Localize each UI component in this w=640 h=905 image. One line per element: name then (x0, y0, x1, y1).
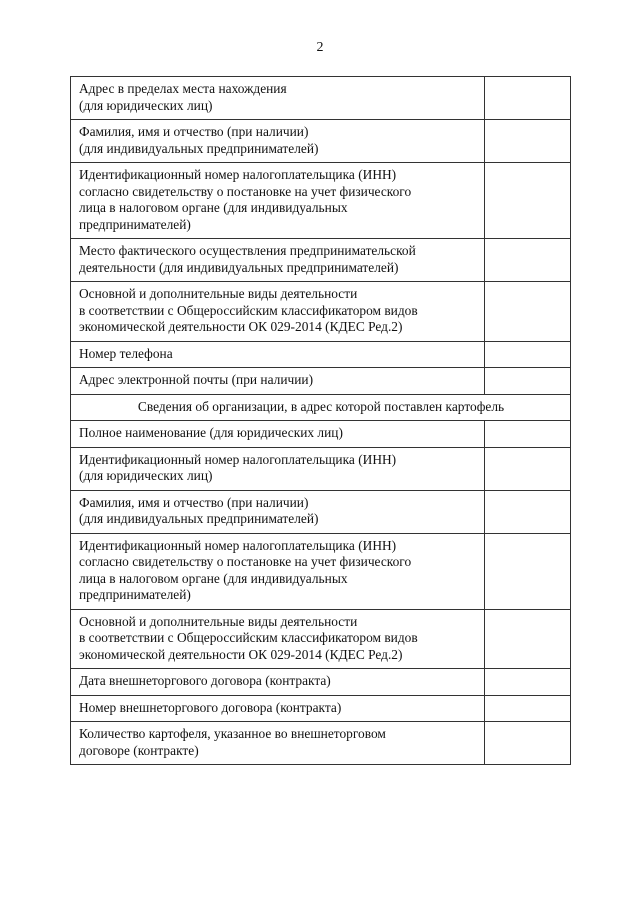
field-value-cell[interactable] (485, 120, 571, 163)
field-label (71, 163, 485, 239)
field-label (71, 77, 485, 120)
field-label (71, 669, 485, 696)
form-row (71, 341, 571, 368)
field-value-cell[interactable] (485, 722, 571, 765)
label-line: экономической деятельности ОК 029-2014 (КДЕС Ред.2) (79, 319, 403, 334)
label-line: экономической деятельности ОК 029-2014 (КДЕС Ред.2) (79, 646, 403, 662)
label-line: (для индивидуальных предпринимателей) (79, 140, 319, 156)
label-line: согласно свидетельству о постановке на учет физического (79, 554, 412, 569)
label-line: (для юридических лиц) (79, 468, 213, 483)
form-row (71, 163, 571, 239)
label-line: деятельности (для индивидуальных предпринимателей) (79, 259, 399, 275)
field-value-cell[interactable] (485, 368, 571, 395)
label-line: (для индивидуальных предпринимателей) (79, 511, 319, 526)
label-line: Номер телефона (79, 345, 173, 361)
form-row (71, 421, 571, 448)
label-line: Фамилия, имя и отчество (при наличии) (79, 124, 309, 139)
label-line: лица в налоговом органе (для индивидуальных (79, 570, 348, 586)
field-label (71, 609, 485, 669)
label-line: Идентификационный номер налогоплательщика (ИНН) (79, 537, 397, 553)
form-row (71, 695, 571, 722)
field-value-cell[interactable] (485, 163, 571, 239)
form-row (71, 490, 571, 533)
field-value-cell[interactable] (485, 282, 571, 342)
label-line: Идентификационный номер налогоплательщика (ИНН) (79, 451, 397, 467)
field-value-cell[interactable] (485, 533, 571, 609)
form-row (71, 447, 571, 490)
field-value-cell[interactable] (485, 421, 571, 448)
label-line: Сведения об организации, в адрес которой поставлен картофель (137, 398, 505, 414)
field-label (71, 447, 485, 490)
field-value-cell[interactable] (485, 669, 571, 696)
form-row (71, 77, 571, 120)
label-line: предпринимателей) (79, 587, 191, 602)
form-table-body (71, 77, 571, 765)
section-header (71, 394, 571, 421)
page-number: 2 (316, 40, 324, 55)
form-row (71, 120, 571, 163)
label-line: в соответствии с Общероссийским классификатором видов (79, 630, 418, 645)
label-line: (для юридических лиц) (79, 97, 213, 113)
label-line: Адрес в пределах места нахождения (79, 81, 287, 96)
field-value-cell[interactable] (485, 609, 571, 669)
form-row (71, 282, 571, 342)
field-label (71, 490, 485, 533)
field-label (71, 421, 485, 448)
label-line: Номер внешнеторгового договора (контракта) (79, 699, 342, 715)
form-row (71, 722, 571, 765)
field-value-cell[interactable] (485, 341, 571, 368)
field-label (71, 120, 485, 163)
field-value-cell[interactable] (485, 490, 571, 533)
label-line: Основной и дополнительные виды деятельности (79, 613, 358, 629)
form-row (71, 239, 571, 282)
form-row (71, 609, 571, 669)
field-label (71, 695, 485, 722)
field-label (71, 239, 485, 282)
label-line: Основной и дополнительные виды деятельности (79, 286, 358, 301)
label-line: лица в налоговом органе (для индивидуальных (79, 200, 348, 215)
field-label (71, 282, 485, 342)
label-line: Полное наименование (для юридических лиц) (79, 425, 343, 440)
field-value-cell[interactable] (485, 695, 571, 722)
label-line: Дата внешнеторгового договора (контракта) (79, 673, 331, 688)
section-header-row (71, 394, 571, 421)
form-row (71, 368, 571, 395)
label-line: Место фактического осуществления предпринимательской (79, 243, 416, 258)
field-value-cell[interactable] (485, 77, 571, 120)
label-line: предпринимателей) (79, 216, 191, 232)
label-line: Фамилия, имя и отчество (при наличии) (79, 494, 309, 510)
label-line: договоре (контракте) (79, 742, 199, 758)
field-value-cell[interactable] (485, 239, 571, 282)
form-row (71, 669, 571, 696)
label-line: Адрес электронной почты (при наличии) (79, 372, 314, 387)
label-line: в соответствии с Общероссийским классификатором видов (79, 302, 418, 318)
label-line: Идентификационный номер налогоплательщика (ИНН) (79, 167, 397, 182)
field-value-cell[interactable] (485, 447, 571, 490)
field-label (71, 341, 485, 368)
field-label (71, 368, 485, 395)
field-label (71, 722, 485, 765)
form-row (71, 533, 571, 609)
field-label (71, 533, 485, 609)
label-line: Количество картофеля, указанное во внешнеторговом (79, 726, 386, 741)
label-line: согласно свидетельству о постановке на учет физического (79, 183, 412, 199)
form-table (70, 76, 571, 765)
